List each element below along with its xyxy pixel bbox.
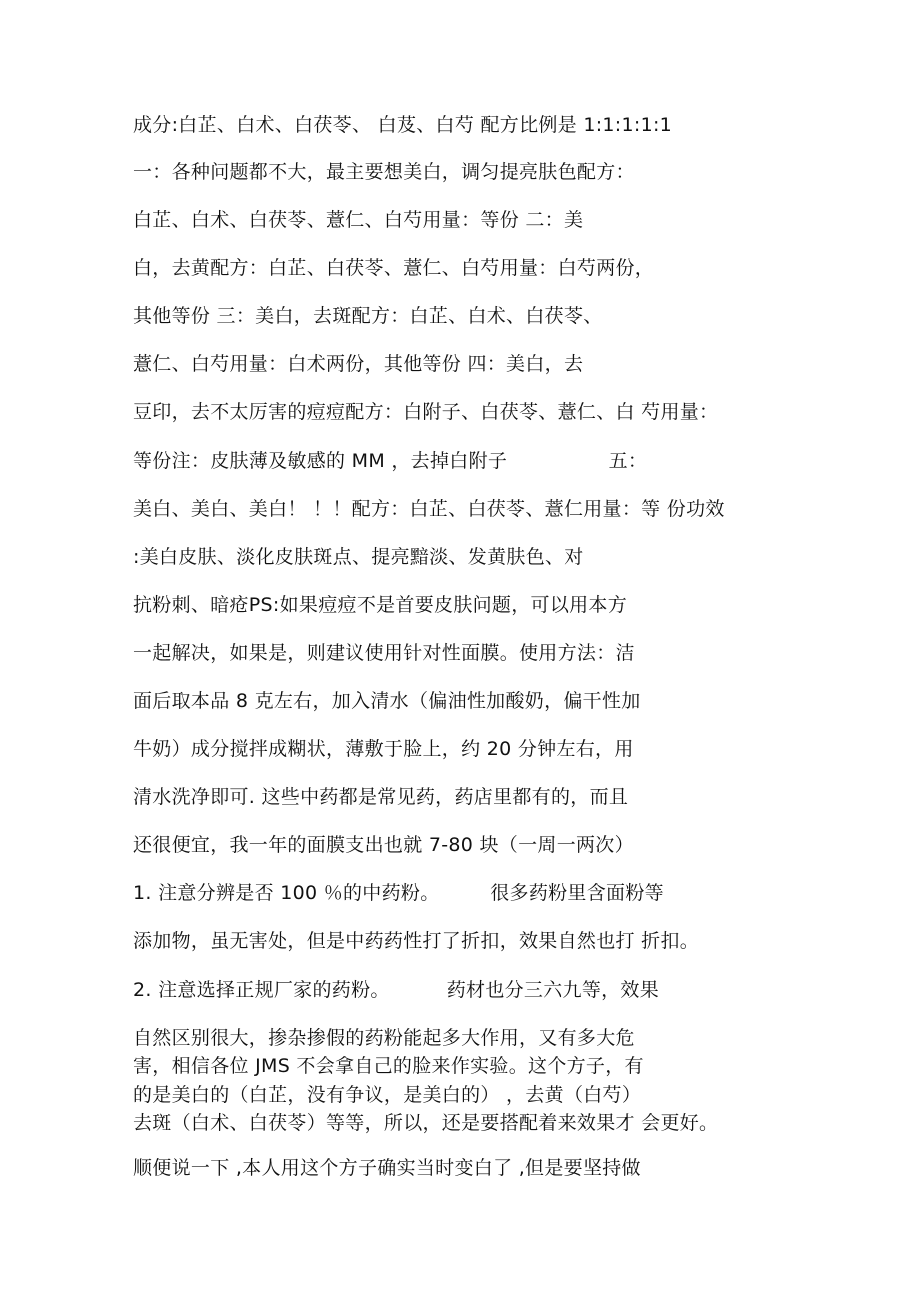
text-line-12: 一起解决，如果是，则建议使用针对性面膜。使用方法：洁 (133, 642, 635, 664)
text-line-18: 添加物，虽无害处，但是中药药性打了折扣，效果自然也打 折扣。 (133, 930, 700, 952)
text-line-3: 白芷、白术、白茯苓、薏仁、白芍用量：等份 二：美 (133, 209, 584, 231)
text-line-15: 清水洗净即可. 这些中药都是常见药，药店里都有的，而且 (133, 786, 629, 808)
text-line-23: 去斑（白术、白茯苓）等等，所以，还是要搭配着来效果才 会更好。 (133, 1112, 719, 1134)
text-line-16: 还很便宜，我一年的面膜支出也就 7-80 块（一周一两次） (133, 834, 634, 856)
text-line-17: 1. 注意分辨是否 100 ％的中药粉。 很多药粉里含面粉等 (133, 882, 664, 904)
text-line-9: 美白、美白、美白！ ！！配方：白芷、白茯苓、薏仁用量：等 份功效 (133, 498, 725, 520)
text-line-5: 其他等份 三：美白，去斑配方：白芷、白术、白茯苓、 (133, 305, 603, 327)
text-line-4: 白，去黄配方：白芷、白茯苓、薏仁、白芍用量：白芍两份， (133, 257, 655, 279)
text-line-21: 害，相信各位 JMS 不会拿自己的脸来作实验。这个方子，有 (133, 1055, 644, 1077)
text-line-8: 等份注：皮肤薄及敏感的 MM ，去掉白附子 五： (133, 450, 648, 472)
text-line-22: 的是美白的（白芷，没有争议，是美白的） ，去黄（白芍） (133, 1084, 642, 1106)
text-line-13: 面后取本品 8 克左右，加入清水（偏油性加酸奶，偏干性加 (133, 690, 641, 712)
text-line-14: 牛奶）成分搅拌成糊状，薄敷于脸上，约 20 分钟左右，用 (133, 738, 634, 760)
text-line-6: 薏仁、白芍用量：白术两份，其他等份 四：美白，去 (133, 353, 584, 375)
text-line-20: 自然区别很大，掺杂掺假的药粉能起多大作用，又有多大危 (133, 1027, 635, 1049)
text-line-11: 抗粉刺、暗疮PS:如果痘痘不是首要皮肤问题，可以用本方 (133, 594, 628, 616)
text-line-24: 顺便说一下 ,本人用这个方子确实当时变白了 ,但是要坚持做 (133, 1157, 641, 1179)
text-line-2: 一：各种问题都不大，最主要想美白，调匀提亮肤色配方： (133, 161, 635, 183)
text-line-7: 豆印，去不太厉害的痘痘配方：白附子、白茯苓、薏仁、白 芍用量： (133, 401, 719, 423)
text-line-1: 成分:白芷、白术、白茯苓、 白芨、白芍 配方比例是 1:1:1:1:1 (133, 114, 673, 136)
text-line-10: :美白皮肤、淡化皮肤斑点、提亮黯淡、发黄肤色、对 (133, 546, 584, 568)
text-line-19: 2. 注意选择正规厂家的药粉。 药材也分三六九等，效果 (133, 979, 660, 1001)
